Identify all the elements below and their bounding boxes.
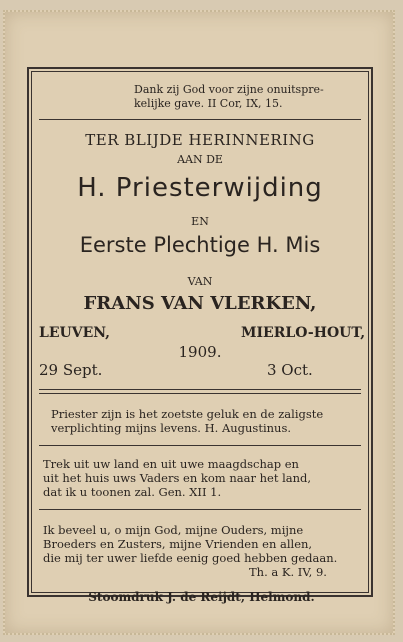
quote3-line4: Th. a K. IV, 9. <box>249 565 327 579</box>
quote2-line2: uit het huis uws Vaders en kom naar het land, <box>43 471 312 485</box>
date-left: 29 Sept. <box>39 361 103 379</box>
title-line2: AAN DE <box>177 153 223 166</box>
printer-imprint: Stoomdruk J. de Reijdt, Helmond. <box>88 590 315 604</box>
quote3-line3: die mij ter uwer liefde eenig goed hebben gedaan. <box>43 551 338 565</box>
quote3-line1: Ik beveel u, o mijn God, mijne Ouders, mijne <box>43 523 304 537</box>
quote1-line1: Priester zijn is het zoetste geluk en de zaligste <box>51 407 324 421</box>
rule-top <box>39 119 361 120</box>
quote2-line3: dat ik u toonen zal. Gen. XII 1. <box>43 485 222 499</box>
date-right: 3 Oct. <box>267 361 313 379</box>
card-frame <box>27 67 373 597</box>
place-right: MIERLO-HOUT, <box>241 325 366 341</box>
title-line1: TER BLIJDE HERINNERING <box>85 131 315 149</box>
quote2-line1: Trek uit uw land en uit uwe maagdschap en <box>43 457 299 471</box>
year: 1909. <box>178 343 222 361</box>
rule-mid1 <box>39 445 361 446</box>
quote1-line2: verplichting mijns levens. H. Augustinus. <box>51 421 291 435</box>
memorial-card <box>3 10 395 635</box>
name: FRANS VAN VLERKEN, <box>83 293 317 314</box>
rule-mid2 <box>39 509 361 510</box>
place-left: LEUVEN, <box>39 325 111 341</box>
title-line6: VAN <box>187 275 213 288</box>
rule-double <box>39 389 361 394</box>
header-quote-line2: kelijke gave. II Cor, IX, 15. <box>134 97 283 110</box>
title-eerste-mis: Eerste Plechtige H. Mis <box>79 233 321 257</box>
title-line4: EN <box>191 215 209 228</box>
title-priesterwijding: H. Priesterwijding <box>77 173 323 203</box>
quote3-line2: Broeders en Zusters, mijne Vrienden en allen, <box>43 537 313 551</box>
header-quote-line1: Dank zij God voor zijne onuitspre- <box>134 83 324 96</box>
